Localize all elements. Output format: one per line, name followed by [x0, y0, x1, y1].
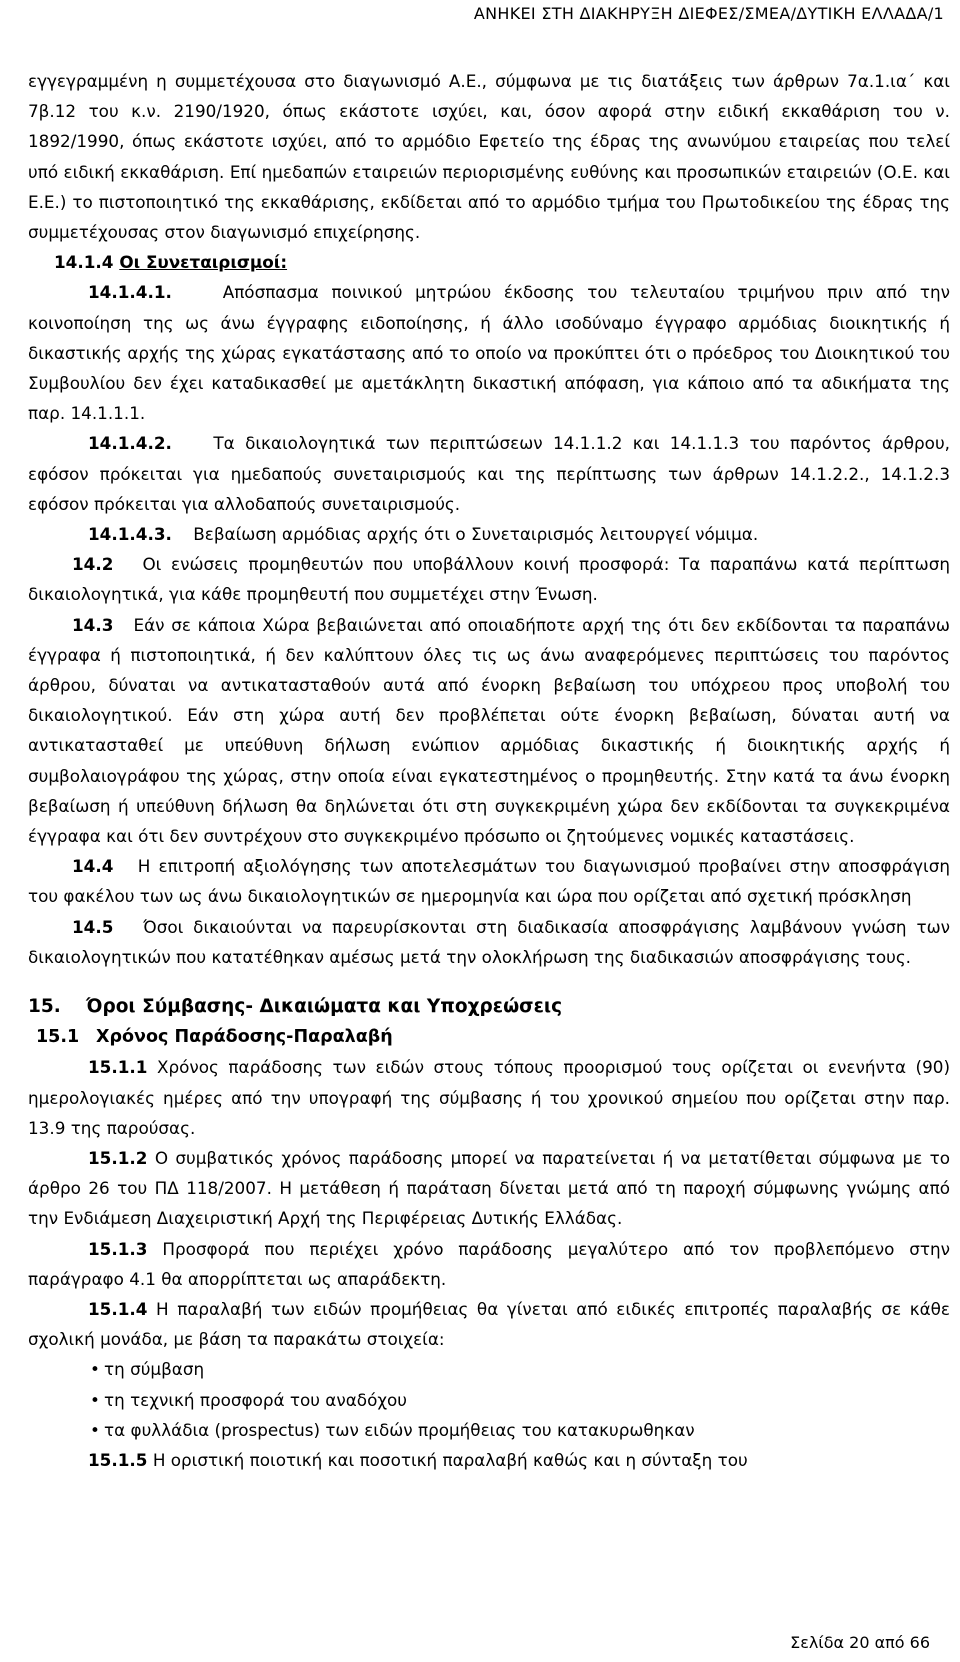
clause-number: 15.1.1: [88, 1057, 148, 1078]
list-item: [90, 1385, 950, 1415]
clause-text: Χρόνος παράδοσης των ειδών στους τόπους προορισμού τους ορίζεται οι ενενήντα (90) ημερολογιακές ημέρες από την υπογραφή της σύμβασης ή του χρονικού σημείου που ορίζεται στην παρ. 13.9 της παρούσας.: [28, 1057, 950, 1138]
clause-14-3: [28, 610, 950, 852]
clause-number: 14.3: [72, 614, 114, 635]
section-number: 14.1.4: [54, 252, 114, 273]
subheading-title: Οι Συνεταιρισμοί:: [119, 252, 288, 273]
clause-text: Όσοι δικαιούνται να παρευρίσκονται στη διαδικασία αποσφράγισης λαμβάνουν γνώση των δικαιολογητικών που κατατέθηκαν αμέσως μετά την ολοκλήρωση της διαδικασιών αποσφράγισης τους.: [28, 916, 950, 967]
clause-text: Εάν σε κάποια Χώρα βεβαιώνεται από οποιαδήποτε αρχή της ότι δεν εκδίδονται τα παραπάνω έγγραφα ή πιστοποιητικά, ή δεν καλύπτουν όλες τις ως άνω αναφερόμενες περιπτώσεις του παρόντος άρθρου, δύναται να αντικατασταθούν αυτά από ένορκη βεβαίωση του υπόχρεου προς υποβολή του δικαιολογητικού. Εάν στη χώρα αυτή δεν προβλέπεται ούτε ένορκη βεβαίωση, δύναται αυτή να αντικατασταθεί με υπεύθυνη δήλωση ενώπιον αρμόδιας δικαστικής ή διοικητικής αρχής ή συμβολαιογράφου της χώρας, στην οποία είναι εγκατεστημένος ο προμηθευτής. Στην κατά τα άνω ένορκη βεβαίωση ή υπεύθυνη δήλωση θα δηλώνεται ότι στη συγκεκριμένη χώρα δεν εκδίδονται τα συγκεκριμένα έγγραφα και ότι δεν συντρέχουν στο συγκεκριμένο πρόσωπο οι ζητούμενες νομικές καταστάσεις.: [28, 614, 950, 847]
clause-14-1-4-2: [28, 428, 950, 519]
clause-text: Προσφορά που περιέχει χρόνο παράδοσης μεγαλύτερο από τον προβλεπόμενο στην παράγραφο 4.1 θα απορρίπτεται ως απαράδεκτη.: [28, 1238, 950, 1289]
subsection-title: Χρόνος Παράδοσης-Παραλαβή: [96, 1027, 393, 1048]
clause-number: 14.5: [72, 916, 114, 937]
clause-number: 14.4: [72, 856, 114, 877]
clause-number: 15.1.5: [88, 1449, 148, 1470]
page-footer: Σελίδα 20 από 66: [790, 1633, 930, 1652]
clause-text: Η επιτροπή αξιολόγησης των αποτελεσμάτων του διαγωνισμού προβαίνει στην αποσφράγιση του φακέλου των ως άνω δικαιολογητικών σε ημερομηνία και ώρα που ορίζεται από σχετική πρόσκληση: [28, 856, 950, 907]
clause-text: Απόσπασμα ποινικού μητρώου έκδοσης του τελευταίου τριμήνου πριν από την κοινοποίηση της ως άνω έγγραφης ειδοποίησης, ή άλλο ισοδύναμο έγγραφο αρμόδιας διοικητικής ή δικαστικής αρχής της χώρας εγκατάστασης από το οποίο να προκύπτει ότι ο πρόεδρος του Διοικητικού του Συμβουλίου δεν έχει καταδικασθεί με αμετάκλητη δικαστική απόφαση, για κάποιο από τα αδικήματα της παρ. 14.1.1.1.: [28, 282, 951, 424]
clause-14-4: [28, 851, 950, 911]
clause-number: 14.2: [72, 554, 114, 575]
clause-15-1-2: [28, 1143, 950, 1234]
bullet-icon: •: [90, 1359, 100, 1380]
clause-14-2: [28, 549, 950, 609]
section-heading-15: [28, 992, 950, 1022]
clause-15-1-5: [28, 1445, 950, 1475]
clause-text: Οι ενώσεις προμηθευτών που υποβάλλουν κοινή προσφορά: Τα παραπάνω κατά περίπτωση δικαιολογητικά, για κάθε προμηθευτή που συμμετέχει στην Ένωση.: [28, 554, 950, 605]
clause-15-1-3: [28, 1234, 950, 1294]
bullet-icon: •: [90, 1389, 100, 1410]
document-body: [28, 66, 950, 1475]
list-item-text: τη τεχνική προσφορά του αναδόχου: [104, 1389, 408, 1410]
subheading-14-1-4: [28, 247, 950, 277]
clause-text: Βεβαίωση αρμόδιας αρχής ότι ο Συνεταιρισμός λειτουργεί νόμιμα.: [193, 524, 759, 545]
clause-14-1-4-3: [28, 519, 950, 549]
clause-number: 15.1.4: [88, 1298, 148, 1319]
list-item-text: τη σύμβαση: [104, 1359, 205, 1380]
clause-14-1-4-1: [28, 277, 950, 428]
section-number: 15.1: [36, 1027, 80, 1048]
clause-14-5: [28, 912, 950, 972]
clause-text: Τα δικαιολογητικά των περιπτώσεων 14.1.1.2 και 14.1.1.3 του παρόντος άρθρου, εφόσον πρόκειται για ημεδαπούς συνεταιρισμούς και της περίπτωσης των άρθρων 14.1.2.2., 14.1.2.3 εφόσον πρόκειται για αλλοδαπούς συνεταιρισμούς.: [28, 433, 950, 514]
clause-15-1-4: [28, 1294, 950, 1354]
section-number: 15.: [28, 996, 61, 1018]
clause-number: 14.1.4.1.: [88, 282, 172, 303]
list-item: [90, 1354, 950, 1384]
bullet-icon: •: [90, 1419, 100, 1440]
section-title: Όροι Σύμβασης- Δικαιώματα και Υποχρεώσεις: [86, 996, 563, 1018]
clause-number: 14.1.4.2.: [88, 433, 172, 454]
clause-number: 15.1.2: [88, 1147, 148, 1168]
list-item: [90, 1415, 950, 1445]
intro-paragraph: εγγεγραμμένη η συμμετέχουσα στο διαγωνισμό Α.Ε., σύμφωνα με τις διατάξεις των άρθρων 7α.1.ια΄ και 7β.12 του κ.ν. 2190/1920, όπως εκάστοτε ισχύει, και, όσον αφορά στην ειδική εκκαθάριση του ν. 1892/1990, όπως εκάστοτε ισχύει, από το αρμόδιο Εφετείο της έδρας της ανωνύμου εταιρείας που τελεί υπό ειδική εκκαθάριση. Επί ημεδαπών εταιρειών περιορισμένης ευθύνης και προσωπικών εταιρειών (Ο.Ε. και Ε.Ε.) το πιστοποιητικό της εκκαθάρισης, εκδίδεται από το αρμόδιο τμήμα του Πρωτοδικείου της έδρας της συμμετέχουσας στον διαγωνισμό επιχείρησης.: [28, 71, 950, 243]
clause-15-1-1: [28, 1052, 950, 1143]
page-header: ΑΝΗΚΕΙ ΣΤΗ ΔΙΑΚΗΡΥΞΗ ΔΙΕΦΕΣ/ΣΜΕΑ/ΔΥΤΙΚΗ ΕΛΛΑΔΑ/1: [473, 4, 944, 23]
list-item-text: τα φυλλάδια (prospectus) των ειδών προμήθειας του κατακυρωθηκαν: [104, 1419, 695, 1440]
clause-number: 15.1.3: [88, 1238, 148, 1259]
subsection-heading-15-1: [28, 1022, 950, 1052]
clause-number: 14.1.4.3.: [88, 524, 172, 545]
clause-text: Η παραλαβή των ειδών προμήθειας θα γίνεται από ειδικές επιτροπές παραλαβής σε κάθε σχολική μονάδα, με βάση τα παρακάτω στοιχεία:: [28, 1298, 950, 1350]
clause-text: Ο συμβατικός χρόνος παράδοσης μπορεί να παρατείνεται ή να μετατίθεται σύμφωνα με το άρθρο 26 του ΠΔ 118/2007. Η μετάθεση ή παράταση δίνεται μετά από τη παροχή σύμφωνης γνώμης από την Ενδιάμεση Διαχειριστική Αρχή της Περιφέρειας Δυτικής Ελλάδας.: [28, 1147, 950, 1229]
clause-text: Η οριστική ποιοτική και ποσοτική παραλαβή καθώς και η σύνταξη του: [152, 1449, 748, 1470]
bullet-list: [28, 1354, 950, 1445]
